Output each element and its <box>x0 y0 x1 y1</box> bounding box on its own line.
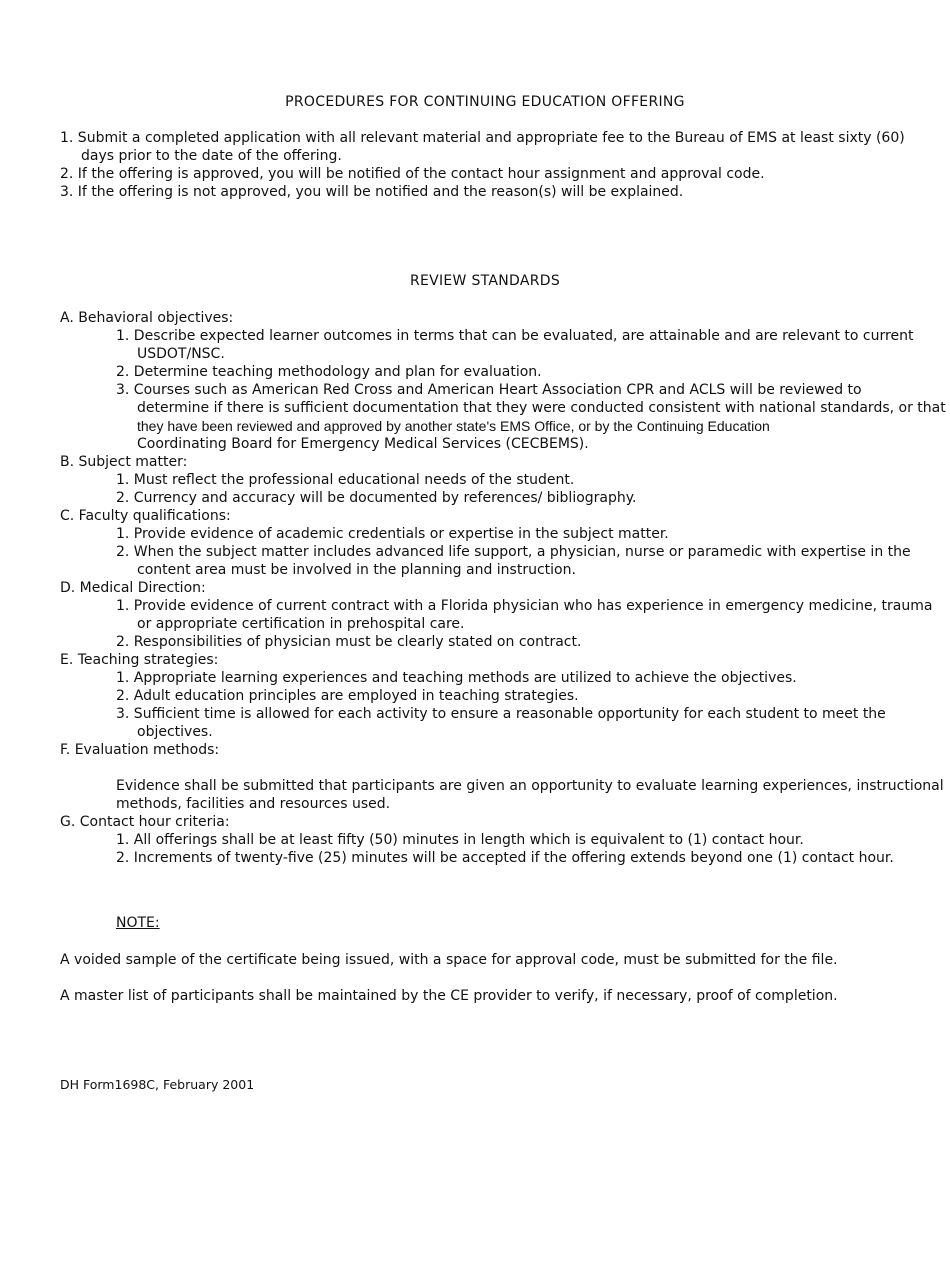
standard-item: 2. When the subject matter includes advanced life support, a physician, nurse or paramedic with expertise in the <box>116 544 911 560</box>
section-heading-b: B. Subject matter: <box>60 454 188 470</box>
standard-item: 2. Increments of twenty-five (25) minutes will be accepted if the offering extends beyond one (1) contact hour. <box>116 850 894 866</box>
standard-item: 1. Provide evidence of academic credentials or expertise in the subject matter. <box>116 526 669 542</box>
standard-item-cont: USDOT/NSC. <box>137 346 225 362</box>
note-heading: NOTE: <box>116 915 160 931</box>
procedures-list <box>60 129 920 201</box>
procedure-item-1-cont: days prior to the date of the offering. <box>81 148 342 164</box>
standard-item: 2. Responsibilities of physician must be clearly stated on contract. <box>116 634 582 650</box>
standard-item: 2. Currency and accuracy will be documented by references/ bibliography. <box>116 490 637 506</box>
standard-item-cont: content area must be involved in the planning and instruction. <box>137 562 576 578</box>
section-heading-f: F. Evaluation methods: <box>60 742 220 758</box>
form-footer: DH Form1698C, February 2001 <box>60 1077 255 1092</box>
standard-item: 2. Adult education principles are employed in teaching strategies. <box>116 688 579 704</box>
standard-item: 1. Describe expected learner outcomes in terms that can be evaluated, are attainable and are relevant to current <box>116 328 914 344</box>
procedure-item-2: 2. If the offering is approved, you will be notified of the contact hour assignment and approval code. <box>60 166 765 182</box>
section-heading-a: A. Behavioral objectives: <box>60 310 234 326</box>
spacer <box>60 759 920 777</box>
standard-item-cont: objectives. <box>137 724 213 740</box>
section-heading-e: E. Teaching strategies: <box>60 652 219 668</box>
standard-item: 1. Appropriate learning experiences and teaching methods are utilized to achieve the objectives. <box>116 670 797 686</box>
procedure-item-3: 3. If the offering is not approved, you will be notified and the reason(s) will be explained. <box>60 184 684 200</box>
note-text-participants: A master list of participants shall be maintained by the CE provider to verify, if necessary, proof of completion. <box>60 988 838 1004</box>
procedures-title: PROCEDURES FOR CONTINUING EDUCATION OFFERING <box>285 94 685 110</box>
procedure-item-1: 1. Submit a completed application with all relevant material and appropriate fee to the Bureau of EMS at least sixty (60) <box>60 130 905 146</box>
note-text-certificate: A voided sample of the certificate being issued, with a space for approval code, must be submitted for the file. <box>60 952 838 968</box>
standard-item: 1. Must reflect the professional educational needs of the student. <box>116 472 575 488</box>
section-heading-g: G. Contact hour criteria: <box>60 814 230 830</box>
evaluation-paragraph-cont: methods, facilities and resources used. <box>116 796 391 812</box>
standard-item-cont: determine if there is sufficient documentation that they were conducted consistent with national standards, or that <box>137 400 946 416</box>
review-standards-list <box>60 309 946 867</box>
section-heading-d: D. Medical Direction: <box>60 580 206 596</box>
standard-item-cont: they have been reviewed and approved by another state's EMS Office, or by the Continuing Education <box>137 418 770 434</box>
standard-item: 2. Determine teaching methodology and plan for evaluation. <box>116 364 542 380</box>
standard-item-cont: Coordinating Board for Emergency Medical Services (CECBEMS). <box>137 436 589 452</box>
section-heading-c: C. Faculty qualifications: <box>60 508 231 524</box>
standard-item: 3. Courses such as American Red Cross and American Heart Association CPR and ACLS will be reviewed to <box>116 382 862 398</box>
standard-item: 3. Sufficient time is allowed for each activity to ensure a reasonable opportunity for each student to meet the <box>116 706 886 722</box>
standard-item: 1. All offerings shall be at least fifty (50) minutes in length which is equivalent to (1) contact hour. <box>116 832 804 848</box>
evaluation-paragraph: Evidence shall be submitted that participants are given an opportunity to evaluate learning experiences, instructional <box>116 778 944 794</box>
standard-item: 1. Provide evidence of current contract with a Florida physician who has experience in emergency medicine, trauma <box>116 598 933 614</box>
review-standards-title: REVIEW STANDARDS <box>409 273 561 289</box>
standard-item-cont: or appropriate certification in prehospital care. <box>137 616 465 632</box>
